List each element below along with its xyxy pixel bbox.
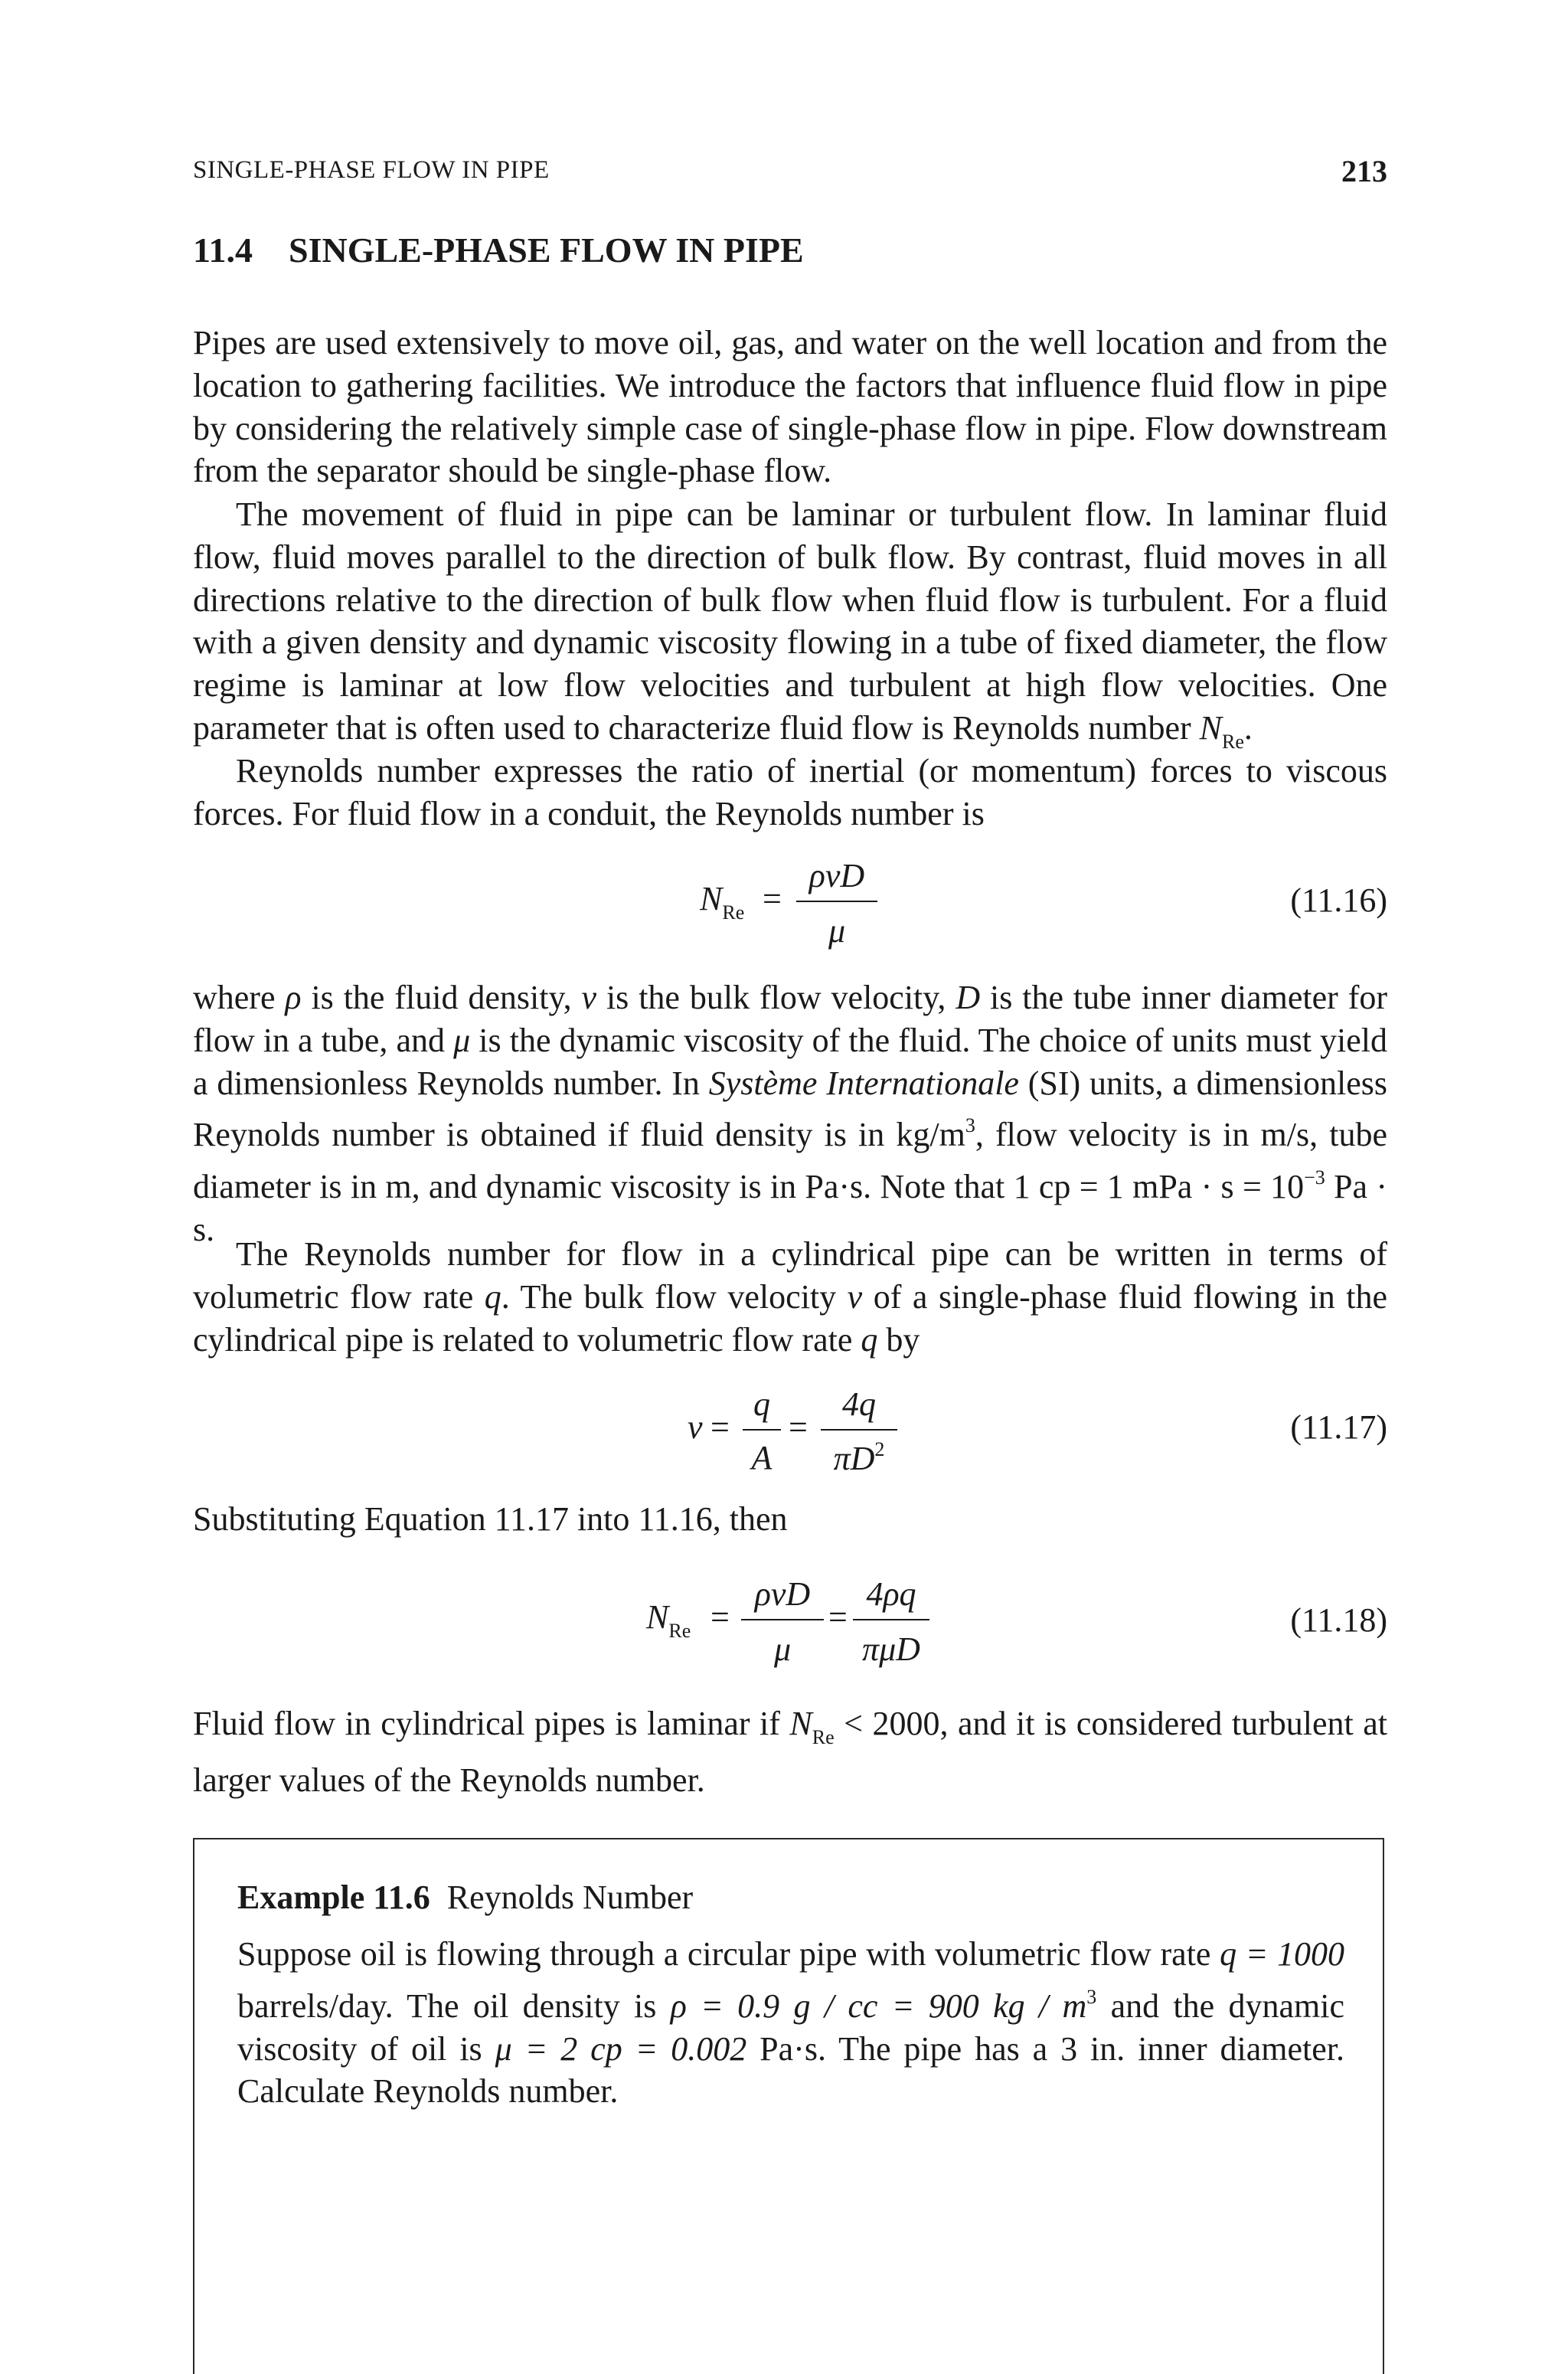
paragraph-3 [193,750,1387,835]
eq17-fraction-2 [821,1385,897,1484]
section-number: 11.4 [193,231,253,270]
example-body: Suppose oil is flowing through a circular pipe with volumetric flow rate q = 1000 barrels/day. The oil density is ρ = 0.9 g / cc = 900 kg / $m^3$ and the dynamic viscosity of oil is μ = 2 cp = 0.002 Pa·s. The pipe has a 3 in. inner diameter. Calculate Reynolds number. [237,1935,1345,2111]
eq18-fraction-1 [741,1574,824,1674]
eq16-fraction [796,856,877,956]
eq18-fraction-bar-2 [853,1619,929,1620]
eq16-numerator: ρvD [808,857,865,894]
running-head: SINGLE-PHASE FLOW IN PIPE [193,156,550,184]
reynolds-symbol: $N_{Re}$ [789,1705,835,1748]
paragraph-5: The Reynolds number for flow in a cylindrical pipe can be written in terms of volumetric flow rate q. The bulk flow velocity v of a single-phase fluid flowing in the cylindrical pipe is related to volumetric flow rate q by [193,1235,1387,1359]
paragraph-2-text: The movement of fluid in pipe can be laminar or turbulent flow. In laminar fluid flow, fluid moves parallel to the direction of bulk flow. By contrast, fluid moves in all directions relative to the direction of bulk flow when fluid flow is turbulent. For a fluid with a given density and dynamic viscosity flowing in a tube of fixed diameter, the flow regime is laminar at low flow velocities and turbulent at high flow velocities. One parameter that is often used to characterize fluid flow is Reynolds number [193,495,1387,747]
eq17-numerator-1: q [753,1385,770,1423]
paragraph-2: The movement of fluid in pipe can be laminar or turbulent flow. In laminar fluid flow, fluid moves parallel to the direction of bulk flow. By contrast, fluid moves in all directions relative to the direction of bulk flow when fluid flow is turbulent. For a fluid with a given density and dynamic viscosity flowing in a tube of fixed diameter, the flow regime is laminar at low flow velocities and turbulent at high flow velocities. One parameter that is often used to characterize fluid flow is Reynolds number $N_{Re}$. [193,495,1387,753]
eq18-equals-1: = [710,1598,730,1636]
eq16-lhs: $N_{Re}$ [700,880,745,924]
paragraph-1 [193,322,1387,492]
eq18-denominator-1: μ [773,1630,792,1668]
eq16-fraction-bar [796,901,877,902]
eq18-number: (11.18) [1290,1601,1387,1639]
paragraph-1-text: Pipes are used extensively to move oil, gas, and water on the well location and from the location to gathering facilities. We introduce the factors that influence fluid flow in pipe by considering the relatively simple case of single-phase flow in pipe. Flow downstream from the separator should be single-phase flow. [193,324,1387,490]
reynolds-symbol: $N_{Re}$ [1199,708,1244,753]
eq17-denominator-2: $\pi D^2$ [833,1438,885,1477]
example-heading [237,1878,693,1917]
eq18-numerator-2: 4ρq [866,1575,916,1613]
page-header [193,153,1387,199]
example-box [193,1838,1384,2374]
paragraph-6-text: Substituting Equation 11.17 into 11.16, then [193,1500,788,1538]
paragraph-3-text: Reynolds number expresses the ratio of inertial (or momentum) forces to viscous forces. For fluid flow in a conduit, the Reynolds number is [193,752,1387,832]
eq18-lhs: $N_{Re}$ [646,1598,691,1642]
paragraph-7: Fluid flow in cylindrical pipes is laminar if $N_{Re} < 2000$, and it is considered turbulent at larger values of the Reynolds number. [193,1705,1388,1799]
eq18-denominator-2: πμD [862,1630,920,1668]
eq17-fraction-bar-1 [743,1429,781,1431]
eq16-denominator: μ [828,912,846,950]
eq18-equals-2: = [828,1598,848,1636]
eq17-number: (11.17) [1290,1408,1387,1446]
example-title: Reynolds Number [446,1879,694,1916]
eq17-lhs: v [688,1408,703,1446]
eq16-equals: = [763,880,782,917]
paragraph-6 [193,1498,1387,1541]
eq17-equals-2: = [789,1408,808,1446]
page-number: 213 [1341,154,1387,188]
section-title: SINGLE-PHASE FLOW IN PIPE [289,231,804,270]
eq17-denominator-1: A [751,1439,773,1476]
eq16-number: (11.16) [1290,881,1387,919]
eq17-numerator-2: 4q [842,1385,876,1423]
eq17-fraction-1 [743,1385,781,1484]
example-label: Example 11.6 [237,1879,430,1916]
eq18-fraction-bar-1 [741,1619,824,1620]
eq17-equals-1: = [710,1408,730,1446]
paragraph-4: where ρ is the fluid density, v is the bulk flow velocity, D is the tube inner diameter for flow in a tube, and μ is the dynamic viscosity of the fluid. The choice of units must yield a dimensionless Reynolds number. In Système Internationale (SI) units, a dimensionless Reynolds number is obtained if fluid density is in $kg/m^3$, flow velocity is in m/s, tube diameter is in m, and dynamic viscosity is in Pa·s. Note that 1 cp = 1 mPa · $s = 10^{-3}$ Pa · s. [193,979,1388,1248]
eq18-fraction-2 [853,1574,929,1674]
eq18-numerator-1: ρvD [754,1575,811,1613]
section-heading [193,230,804,270]
eq17-fraction-bar-2 [821,1429,897,1431]
